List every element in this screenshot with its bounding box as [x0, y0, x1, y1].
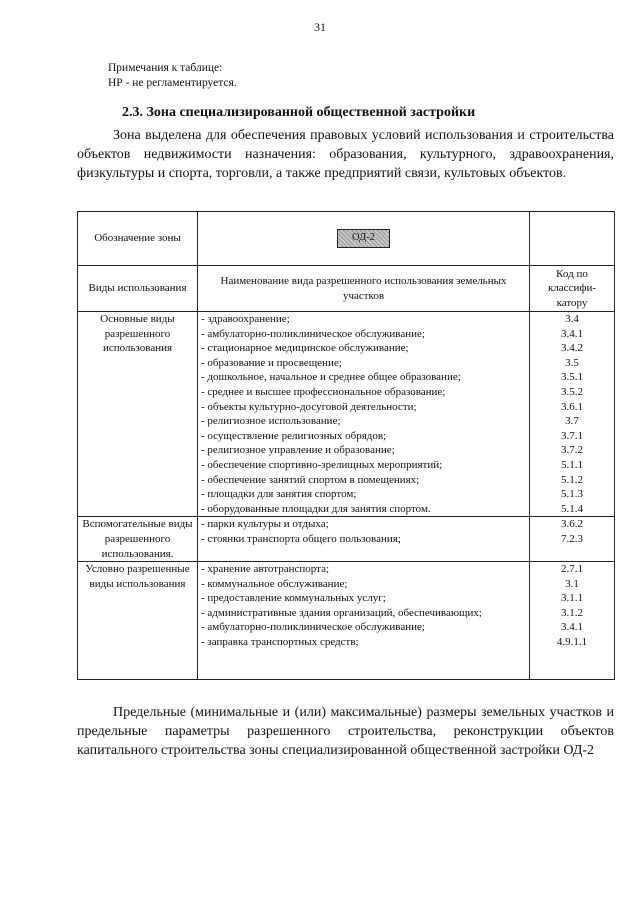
use-name: - дошкольное, начальное и среднее общее образование;: [201, 371, 461, 384]
group-names-auxiliary: [198, 517, 530, 562]
use-code: 3.7.2: [561, 444, 583, 457]
use-code: 3.5.2: [561, 385, 583, 398]
use-name: - религиозное использование;: [201, 415, 341, 428]
use-code: 3.4.1: [561, 327, 583, 340]
page-number: 31: [314, 20, 326, 34]
use-name: - обеспечение спортивно-зрелищных мероприятий;: [201, 458, 443, 471]
use-name: - образование и просвещение;: [201, 356, 342, 369]
group-type-main: Основные виды разрешенного использования: [78, 312, 198, 517]
use-code: 3.5: [565, 356, 579, 369]
notes-item: НР - не регламентируется.: [108, 77, 237, 89]
notes-title: Примечания к таблице:: [108, 62, 223, 74]
use-code: 3.1: [565, 577, 579, 590]
use-code: 3.6.2: [561, 518, 583, 531]
section-intro: Зона выделена для обеспечения правовых условий использования и строительства объектов недвижимости назначения: образования, культурного, здравоохранения, физкультуры и спорта, торговли, а также предприятий связи, культовых объектов.: [77, 128, 614, 181]
use-code: 5.1.1: [561, 458, 583, 471]
group-names-main: [198, 312, 530, 517]
use-name: - коммунальное обслуживание;: [201, 577, 348, 590]
use-code: 5.1.4: [561, 502, 583, 515]
use-code: 3.1.1: [561, 592, 583, 605]
use-code: 5.1.2: [561, 473, 583, 486]
use-name: - объекты культурно-досуговой деятельности;: [201, 400, 417, 413]
use-code: 3.4.2: [561, 342, 583, 355]
group-row-main: [78, 312, 615, 517]
zone-code-badge: ОД-2: [337, 229, 390, 248]
section-heading: 2.3. Зона специализированной общественной застройки: [122, 105, 476, 120]
use-name: - хранение автотранспорта;: [201, 563, 330, 576]
use-code: 3.4.1: [561, 621, 583, 634]
zone-label: Обозначение зоны: [78, 212, 198, 266]
closing-paragraph: Предельные (минимальные и (или) максимальные) размеры земельных участков и предельные параметры разрешенного строительства, реконструкции объектов капитального строительства зоны специализированной общественной застройки ОД-2: [77, 705, 614, 758]
col-header-names: Наименование вида разрешенного использования земельных участков: [198, 266, 530, 312]
use-name: - стоянки транспорта общего пользования;: [201, 532, 401, 545]
column-header-row: [78, 266, 615, 312]
group-codes-conditional: [530, 562, 615, 680]
col-header-types: Виды использования: [78, 266, 198, 312]
use-code: 3.1.2: [561, 606, 583, 619]
zone-empty-cell: [530, 212, 615, 266]
group-codes-auxiliary: [530, 517, 615, 562]
use-name: - парки культуры и отдыха;: [201, 518, 329, 531]
use-code: 7.2.3: [561, 532, 583, 545]
zoning-table: [77, 211, 615, 680]
use-name: - площадки для занятия спортом;: [201, 488, 357, 501]
group-type-auxiliary: Вспомогательные виды разрешенного использования.: [78, 517, 198, 562]
use-code: 3.7.1: [561, 429, 583, 442]
use-code: 5.1.3: [561, 488, 583, 501]
group-codes-main: [530, 312, 615, 517]
group-type-conditional: Условно разрешенные виды использования: [78, 562, 198, 680]
use-code: 3.4: [565, 313, 579, 325]
table-notes: [108, 61, 237, 91]
use-name: - амбулаторно-поликлиническое обслуживание;: [201, 327, 425, 340]
use-name: - заправка транспортных средств;: [201, 636, 359, 649]
use-name: - религиозное управление и образование;: [201, 444, 395, 457]
use-code: 3.6.1: [561, 400, 583, 413]
use-code: 2.7.1: [561, 563, 583, 576]
use-name: - предоставление коммунальных услуг;: [201, 592, 386, 605]
use-name: - оборудованные площадки для занятия спортом.: [201, 502, 431, 515]
use-code: 4.9.1.1: [556, 636, 588, 649]
zone-code-cell: [198, 212, 530, 266]
zone-header-row: [78, 212, 615, 266]
use-name: - здравоохранение;: [201, 313, 290, 325]
use-name: - среднее и высшее профессиональное образование;: [201, 385, 446, 398]
use-code: 3.5.1: [561, 371, 583, 384]
group-row-conditional: [78, 562, 615, 680]
group-names-conditional: [198, 562, 530, 680]
group-row-auxiliary: [78, 517, 615, 562]
use-code: 3.7: [565, 415, 579, 428]
use-name: - осуществление религиозных обрядов;: [201, 429, 387, 442]
use-name: - административные здания организаций, обеспечивающих;: [201, 606, 482, 619]
col-header-codes: Код по классифи-катору: [530, 266, 615, 312]
use-name: - амбулаторно-поликлиническое обслуживание;: [201, 621, 425, 634]
use-name: - обеспечение занятий спортом в помещениях;: [201, 473, 420, 486]
use-name: - стационарное медицинское обслуживание;: [201, 342, 409, 355]
